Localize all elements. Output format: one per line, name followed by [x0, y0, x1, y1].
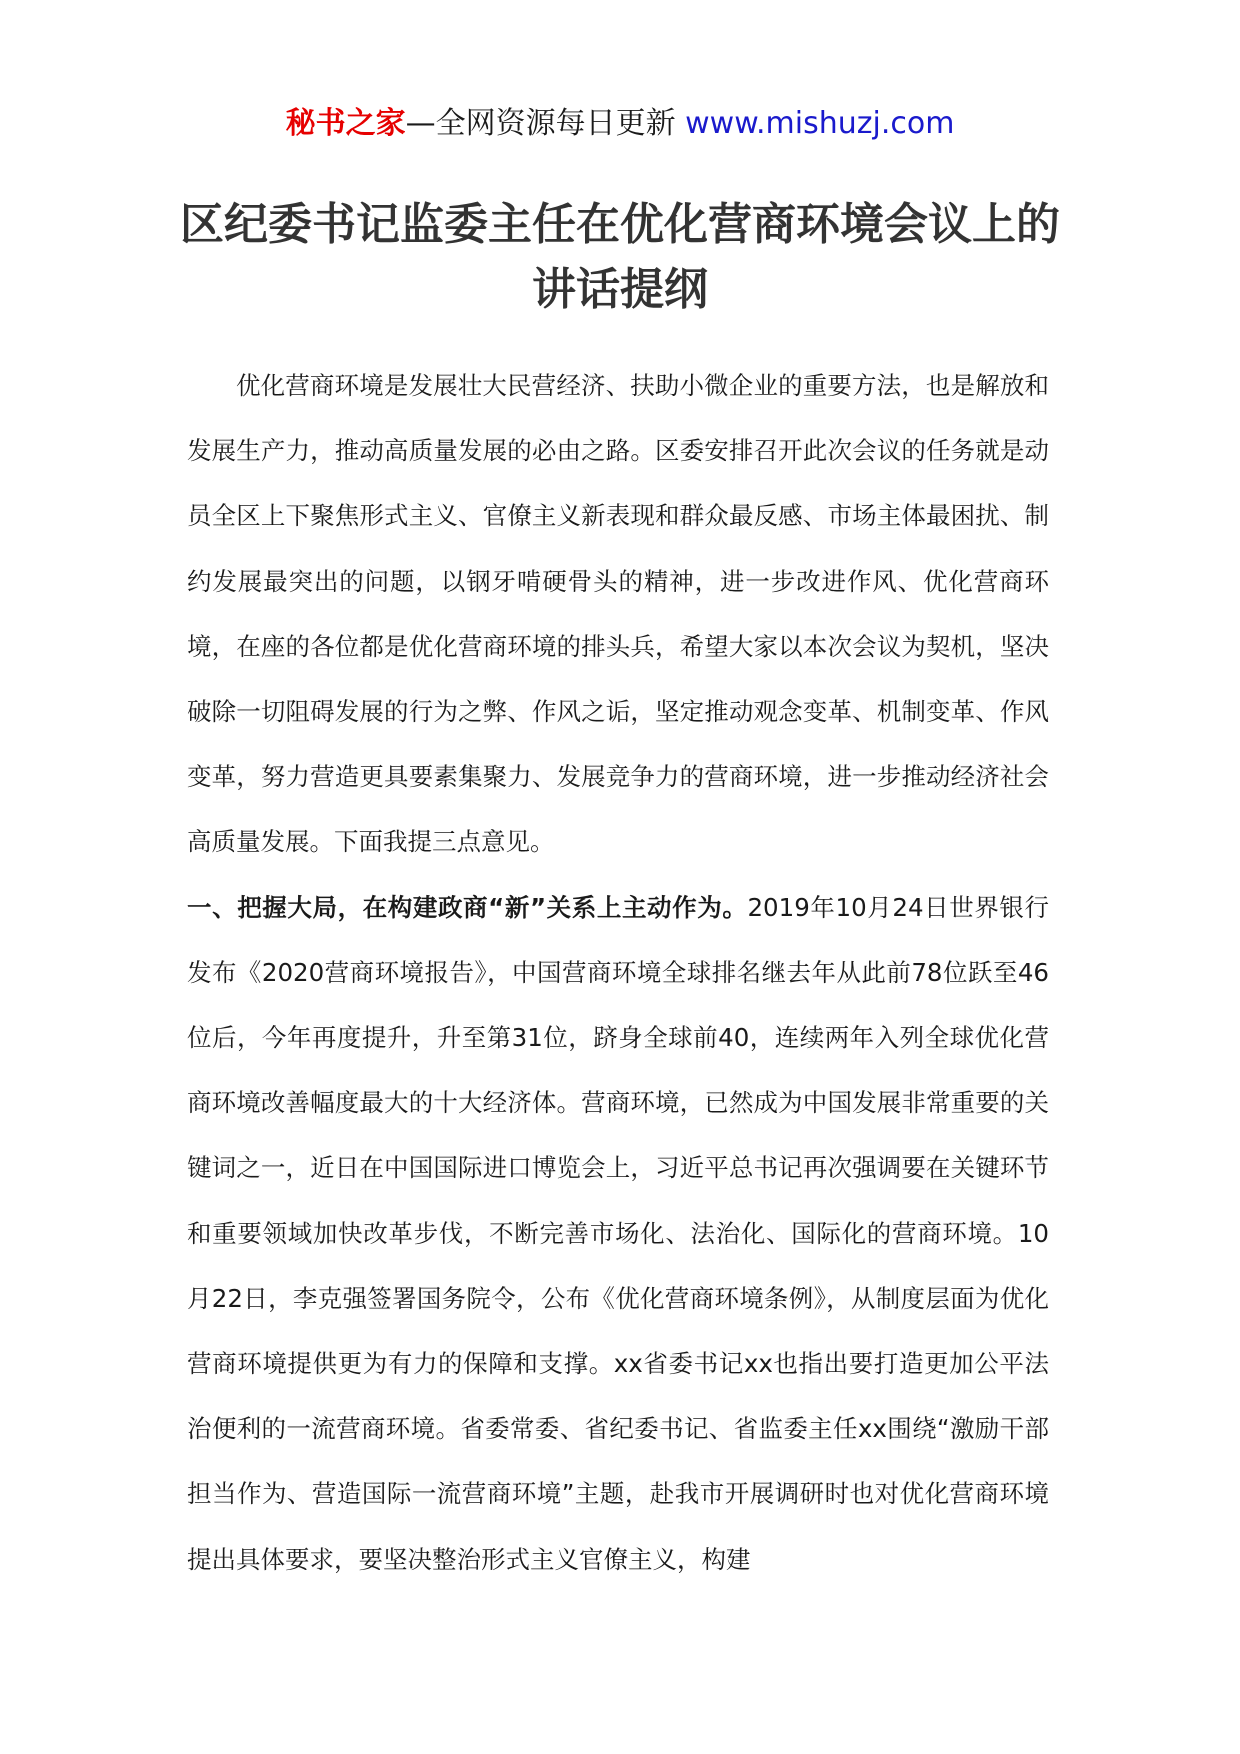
section-1-paragraph — [187, 875, 1049, 1592]
paragraph-text: 优化营商环境是发展壮大民营经济、扶助小微企业的重要方法，也是解放和发展生产力，推动高质量发展的必由之路。区委安排召开此次会议的任务就是动员全区上下聚焦形式主义、官僚主义新表现和群众最反感、市场主体最困扰、制约发展最突出的问题，以钢牙啃硬骨头的精神，进一步改进作风、优化营商环境，在座的各位都是优化营商环境的排头兵，希望大家以本次会议为契机，坚决破除一切阻碍发展的行为之弊、作风之诟，坚定推动观念变革、机制变革、作风变革，努力营造更具要素集聚力、发展竞争力的营商环境，进一步推动经济社会高质量发展。下面我提三点意见。 — [187, 371, 1049, 857]
header-tagline: —全网资源每日更新 — [405, 106, 676, 141]
paragraph-text: 2019年10月24日世界银行发布《2020营商环境报告》，中国营商环境全球排名继去年从此前78位跃至46位后，今年再度提升，升至第31位，跻身全球前40，连续两年入列全球优化营商环境改善幅度最大的十大经济体。营商环境，已然成为中国发展非常重要的关键词之一，近日在中国国际进口博览会上，习近平总书记再次强调要在关键环节和重要领域加快改革步伐，不断完善市场化、法治化、国际化的营商环境。10月22日，李克强签署国务院令，公布《优化营商环境条例》，从制度层面为优化营商环境提供更为有力的保障和支撑。xx省委书记xx也指出要打造更加公平法治便利的一流营商环境。省委常委、省纪委书记、省监委主任xx围绕“激励干部担当作为、营造国际一流营商环境”主题，赴我市开展调研时也对优化营商环境提出具体要求，要坚决整治形式主义官僚主义，构建 — [187, 892, 1050, 1574]
brand-name: 秘书之家 — [285, 106, 406, 141]
document-title: 区纪委书记监委主任在优化营商环境会议上的讲话提纲 — [180, 199, 1060, 315]
site-url-link[interactable]: www.mishuzj.com — [685, 106, 955, 141]
site-header — [0, 100, 1240, 148]
document-body — [187, 353, 1049, 1592]
intro-paragraph — [187, 353, 1049, 875]
section-heading: 一、把握大局，在构建政商“新”关系上主动作为。 — [187, 892, 748, 922]
